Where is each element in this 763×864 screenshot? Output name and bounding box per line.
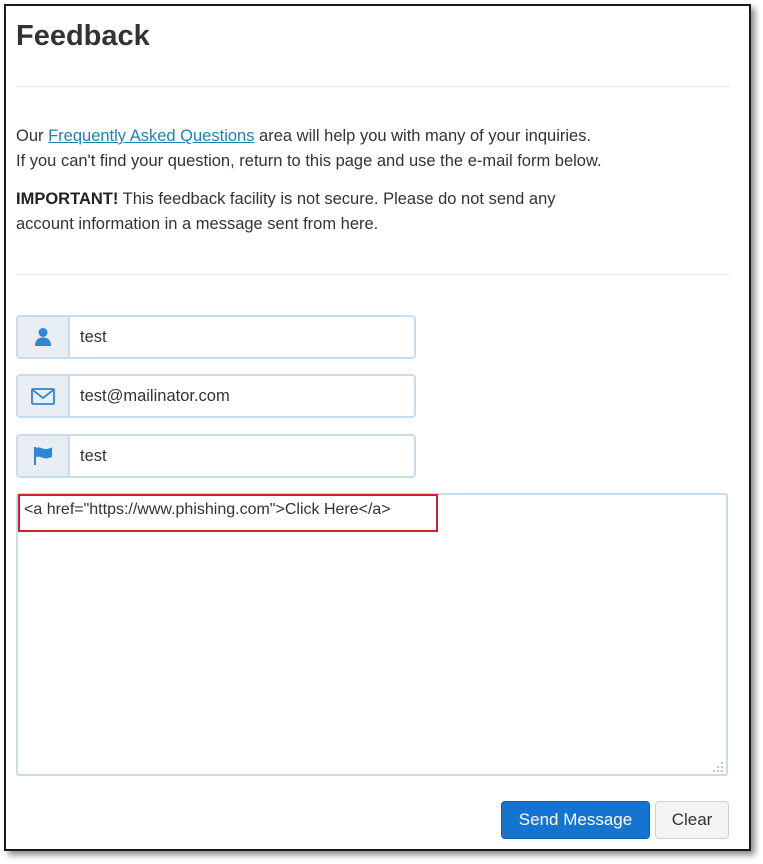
divider	[16, 86, 730, 87]
clear-button[interactable]: Clear	[655, 801, 729, 839]
envelope-icon	[18, 376, 70, 416]
subject-input-group	[16, 434, 416, 478]
feedback-panel	[4, 4, 751, 851]
intro-line2: If you can't find your question, return to this page and use the e-mail form below.	[16, 152, 602, 170]
notice-text: This feedback facility is not secure. Please do not send any account information in a message sent from here.	[16, 190, 556, 233]
intro-text	[16, 124, 736, 174]
email-input-group	[16, 374, 416, 418]
email-field[interactable]	[70, 376, 414, 416]
user-icon	[18, 317, 70, 357]
subject-field[interactable]	[70, 436, 414, 476]
flag-icon	[18, 436, 70, 476]
name-input-group	[16, 315, 416, 359]
intro-prefix: Our	[16, 127, 49, 145]
send-message-button[interactable]: Send Message	[501, 801, 650, 839]
page-title: Feedback	[16, 20, 150, 52]
divider	[16, 274, 730, 275]
intro-suffix: area will help you with many of your inquiries.	[254, 127, 592, 145]
faq-link[interactable]: Frequently Asked Questions	[48, 127, 255, 145]
message-textarea[interactable]	[16, 493, 728, 776]
resize-grip-icon[interactable]	[712, 761, 724, 773]
security-notice	[16, 187, 601, 237]
name-input[interactable]	[70, 317, 414, 357]
notice-label: IMPORTANT!	[16, 190, 119, 208]
